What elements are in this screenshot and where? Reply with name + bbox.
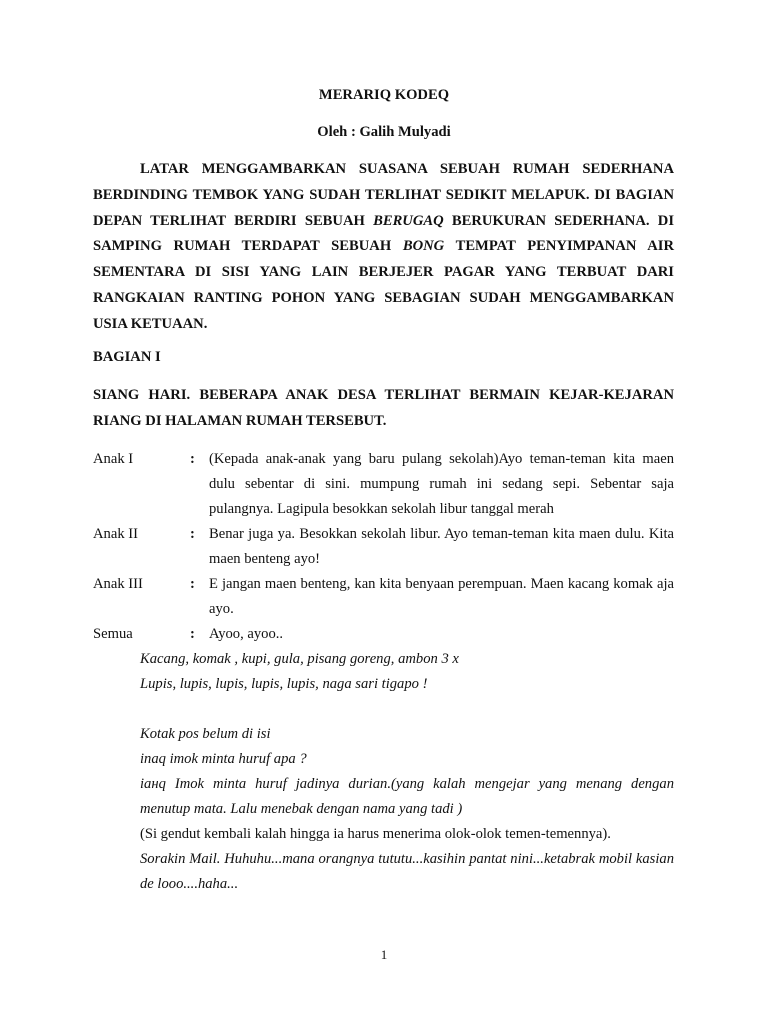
speaker-colon: :	[190, 526, 195, 542]
speaker-colon: :	[190, 626, 195, 642]
speech-text: Benar juga ya. Besokkan sekolah libur. Ayo teman-teman kita maen dulu. Kita maen benteng ayo!	[209, 526, 674, 567]
speaker-name: Semua	[93, 626, 133, 642]
author-line: Oleh : Galih Mulyadi	[317, 124, 451, 140]
dialogue-line	[93, 522, 674, 572]
lyric-line: Sorakin Mail. Huhuhu...mana orangnya tututu...kasihin pantat nini...ketabrak mobil kasian de looo....haha...	[140, 851, 674, 892]
speech-text: (Kepada anak-anak yang baru pulang sekolah)Ayo teman-teman kita maen dulu sebentar di sini. mumpung rumah ini sedang sepi. Sebentar saja pulangnya. Lagipula besokkan sekolah libur tanggal merah	[209, 451, 674, 517]
setting-text-1: LATAR MENGGAMBARKAN SUASANA SEBUAH RUMAH SEDERHANA BERDINDING TEMBOK YANG SUDAH TERLIHAT SEDIKIT MELAPUK. DI BAGIAN DEPAN TERLIHAT BERDIRI SEBUAH	[93, 161, 674, 229]
dialogue-line	[93, 622, 674, 647]
stage-direction: (Si gendut kembali kalah hingga ia harus menerima olok-olok temen-temennya).	[140, 826, 611, 842]
stanza-gap	[140, 697, 674, 722]
speaker-name: Anak I	[93, 451, 134, 467]
lyric-line: iaнq Imok minta huruf jadinya durian.(yang kalah mengejar yang menang dengan menutup mata. Lalu menebak dengan nama yang tadi )	[140, 776, 674, 817]
section-heading: BAGIAN I	[93, 349, 161, 365]
lyric-line: Kotak pos belum di isi	[140, 726, 271, 742]
dialogue-line	[93, 572, 674, 622]
speaker-colon: :	[190, 451, 195, 467]
dialogue-list	[93, 447, 674, 647]
speaker-colon: :	[190, 576, 195, 592]
document-title: MERARIQ KODEQ	[318, 87, 450, 103]
speaker-name: Anak II	[93, 526, 138, 542]
setting-text-3: TEMPAT PENYIMPANAN AIR SEMENTARA DI SISI YANG LAIN BERJEJER PAGAR YANG TERBUAT DARI RANGKAIAN RANTING POHON YANG SEBAGIAN SUDAH MENGGAMBARKAN USIA KETUAAN.	[93, 238, 674, 332]
setting-description	[93, 157, 674, 338]
song-lyrics	[140, 647, 674, 897]
setting-term-bong: BONG	[402, 238, 445, 255]
scene-direction: SIANG HARI. BEBERAPA ANAK DESA TERLIHAT BERMAIN KEJAR-KEJARAN RIANG DI HALAMAN RUMAH TERSEBUT.	[93, 387, 674, 429]
setting-text-2: BERUKURAN SEDERHANA. DI SAMPING RUMAH TERDAPAT SEBUAH	[93, 212, 674, 255]
setting-term-berugaq: BERUGAQ	[373, 212, 444, 229]
lyric-line: inaq imok minta huruf apa ?	[140, 751, 307, 767]
page-number: 1	[380, 947, 388, 962]
lyric-line: Lupis, lupis, lupis, lupis, lupis, naga sari tigapo !	[140, 676, 428, 692]
speaker-name: Anak III	[93, 576, 143, 592]
lyric-line: Kacang, komak , kupi, gula, pisang goreng, ambon 3 x	[140, 651, 459, 667]
dialogue-line	[93, 447, 674, 522]
speech-text: Ayoo, ayoo..	[209, 626, 284, 642]
speech-text: E jangan maen benteng, kan kita benyaan perempuan. Maen kacang komak aja ayo.	[209, 576, 674, 617]
